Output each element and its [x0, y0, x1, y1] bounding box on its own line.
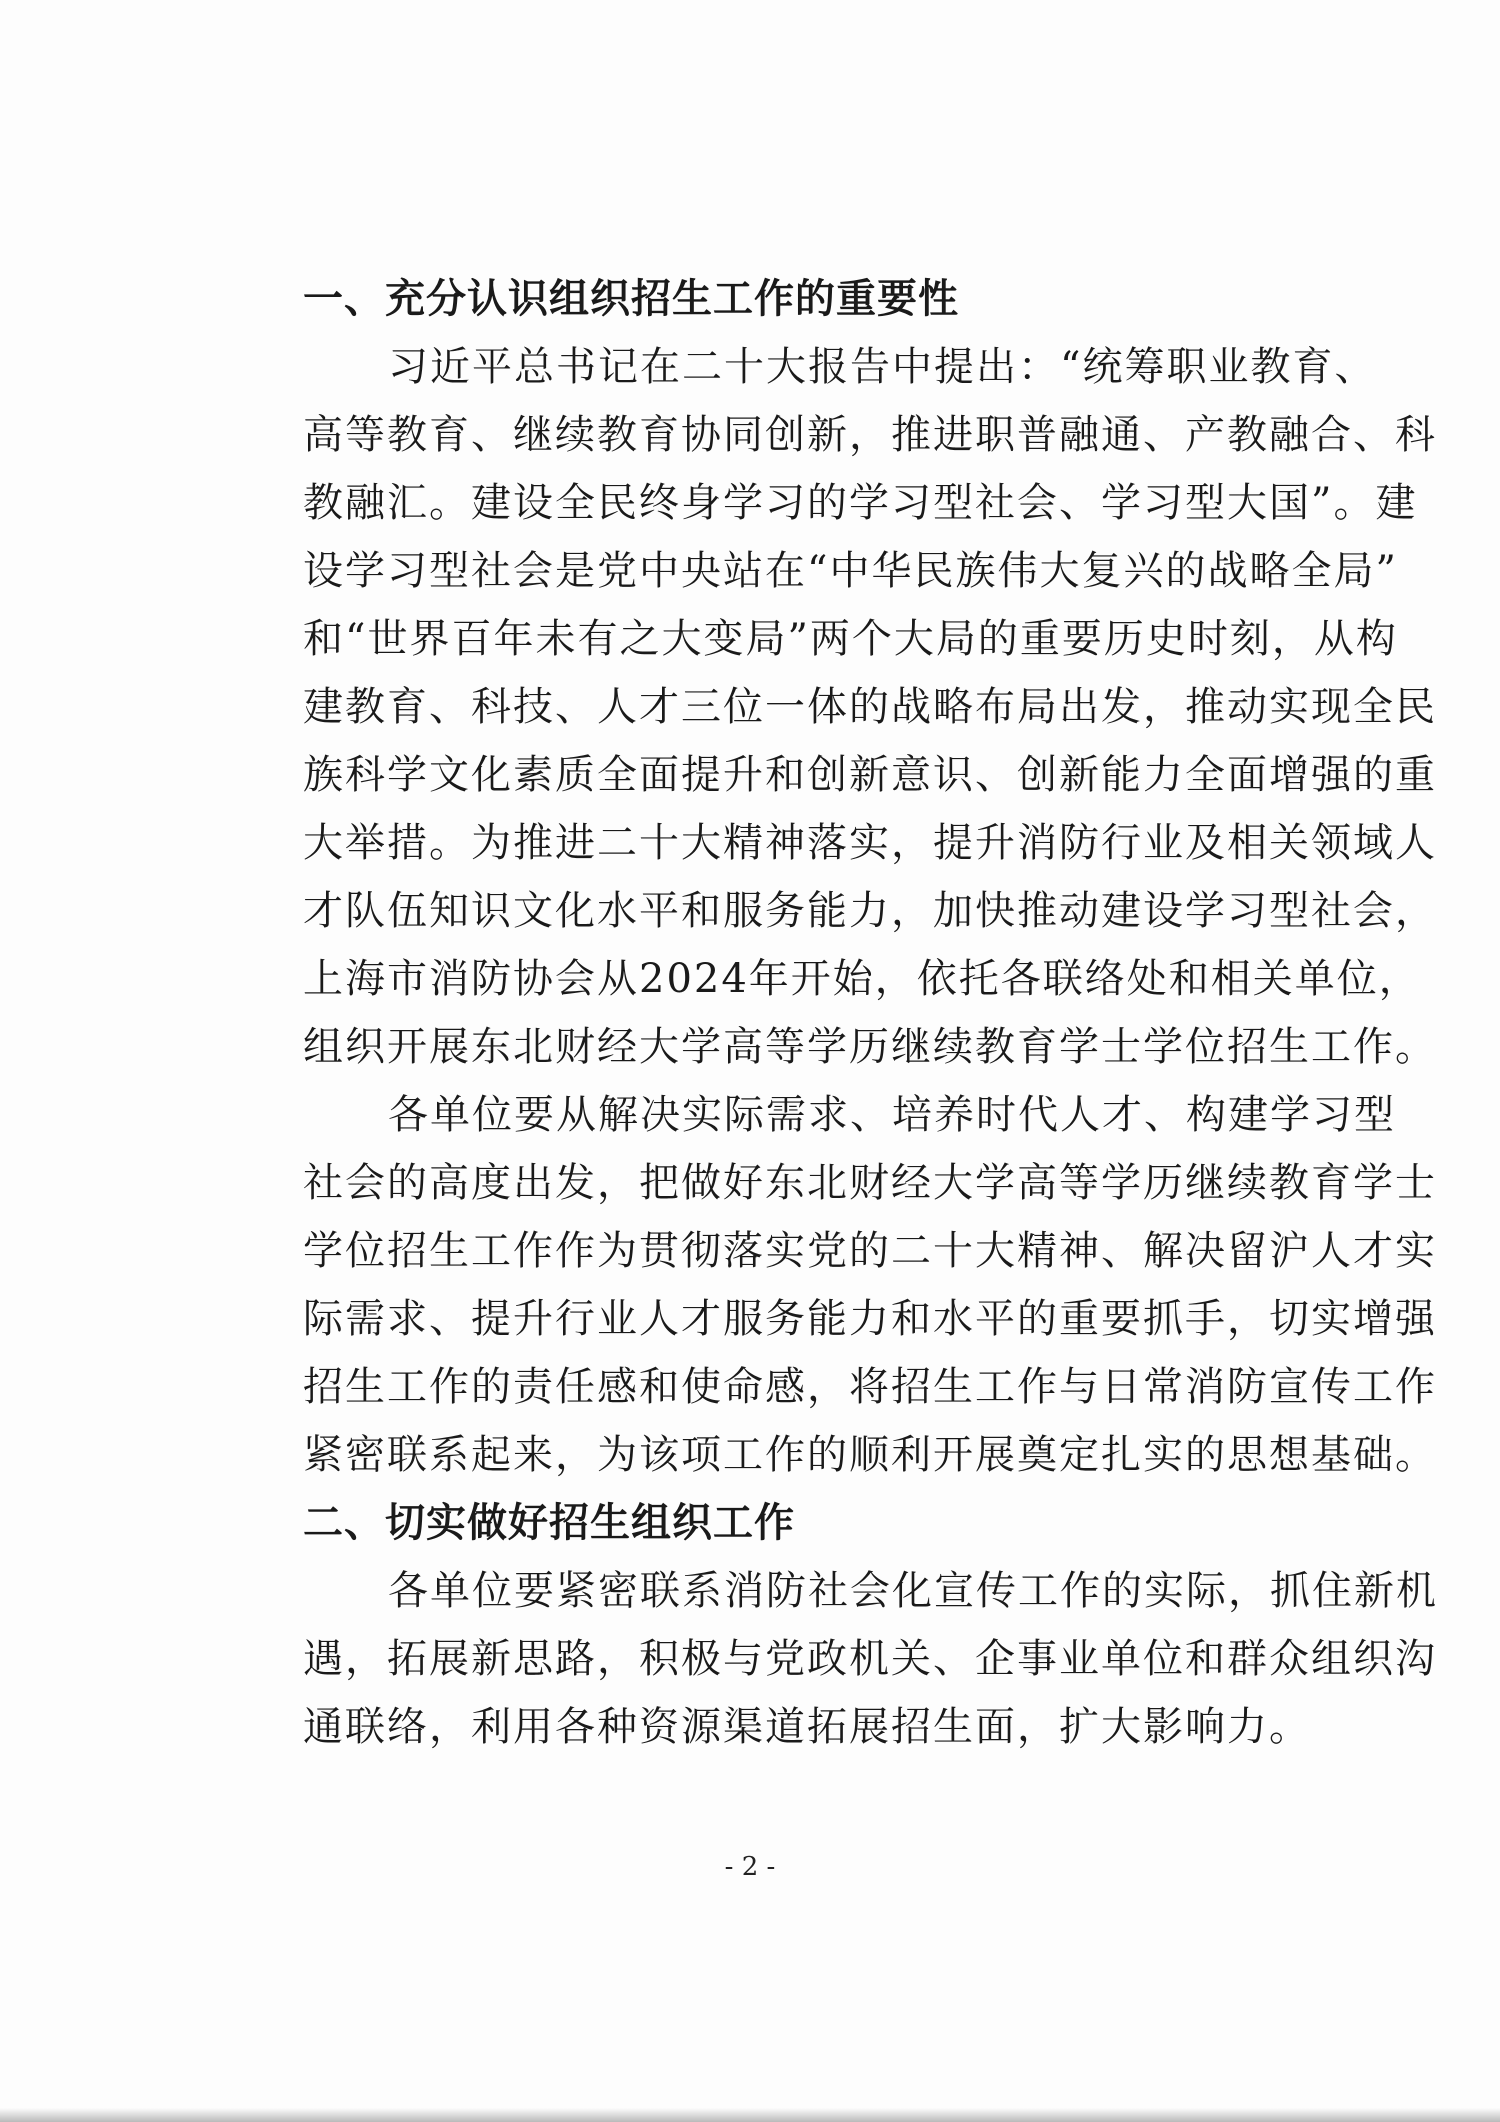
section-1-paragraph-2 [218, 1081, 1437, 1489]
text-line: 才队伍知识文化水平和服务能力，加快推动建设学习型社会， [303, 888, 1437, 934]
scan-edge-shadow [0, 2108, 1500, 2122]
text-line: 组织开展东北财经大学高等学历继续教育学士学位招生工作。 [303, 1024, 1437, 1070]
text-line: 建教育、科技、人才三位一体的战略布局出发，推动实现全民 [303, 684, 1437, 730]
text-line: 通联络，利用各种资源渠道拓展招生面，扩大影响力。 [303, 1704, 1311, 1750]
text-line: 社会的高度出发，把做好东北财经大学高等学历继续教育学士 [303, 1160, 1437, 1206]
section-2-paragraph-1 [218, 1557, 1438, 1761]
text-line: 族科学文化素质全面提升和创新意识、创新能力全面增强的重 [303, 752, 1437, 798]
text-line: 学位招生工作作为贯彻落实党的二十大精神、解决留沪人才实 [303, 1228, 1437, 1274]
text-line: 遇，拓展新思路，积极与党政机关、企事业单位和群众组织沟 [303, 1636, 1437, 1682]
text-line: 各单位要紧密联系消防社会化宣传工作的实际，抓住新机 [388, 1568, 1438, 1614]
section-2-heading: 二、切实做好招生组织工作 [303, 1500, 795, 1546]
text-line: 和“世界百年未有之大变局”两个大局的重要历史时刻，从构 [303, 616, 1398, 662]
text-line: 设学习型社会是党中央站在“中华民族伟大复兴的战略全局” [303, 548, 1398, 594]
text-line: 高等教育、继续教育协同创新，推进职普融通、产教融合、科 [303, 412, 1437, 458]
section-1-paragraph-1 [218, 333, 1437, 1081]
text-line: 大举措。为推进二十大精神落实，提升消防行业及相关领域人 [303, 820, 1437, 866]
page-number: - 2 - [724, 1852, 776, 1882]
section-1-heading: 一、充分认识组织招生工作的重要性 [303, 276, 959, 322]
text-line: 上海市消防协会从2024年开始，依托各联络处和相关单位， [303, 956, 1421, 1002]
text-line: 际需求、提升行业人才服务能力和水平的重要抓手，切实增强 [303, 1296, 1437, 1342]
text-line: 紧密联系起来，为该项工作的顺利开展奠定扎实的思想基础。 [303, 1432, 1437, 1478]
text-line: 招生工作的责任感和使命感，将招生工作与日常消防宣传工作 [303, 1364, 1437, 1410]
text-line: 各单位要从解决实际需求、培养时代人才、构建学习型 [388, 1092, 1396, 1138]
text-line: 教融汇。建设全民终身学习的学习型社会、学习型大国”。建 [303, 480, 1418, 526]
text-line: 习近平总书记在二十大报告中提出：“统筹职业教育、 [388, 344, 1377, 390]
document-body [218, 265, 1438, 1761]
